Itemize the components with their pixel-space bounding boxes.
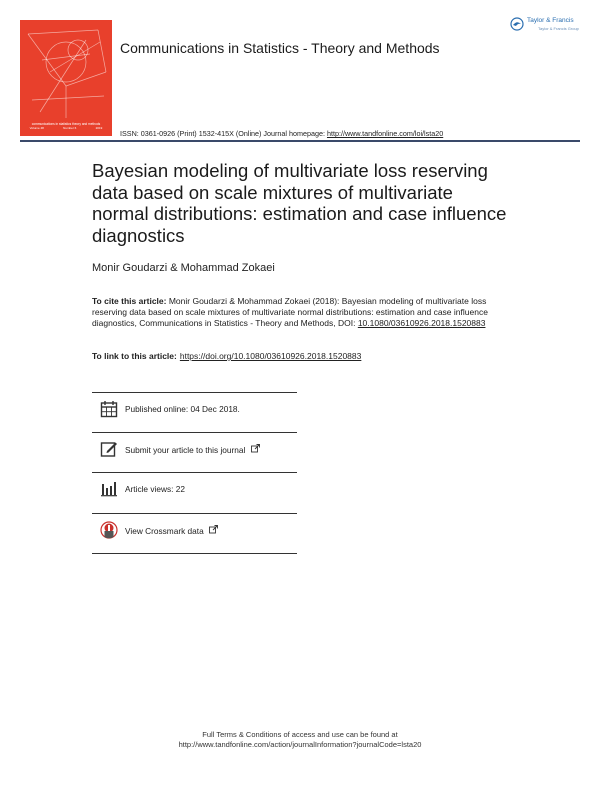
article-title: Bayesian modeling of multivariate loss reserving data based on scale mixtures of multivariate normal distributions: estimation and case influence diagnostics xyxy=(92,160,507,246)
external-link-icon xyxy=(251,444,260,453)
article-authors: Monir Goudarzi & Mohammad Zokaei xyxy=(92,262,275,274)
cover-volume: Volume 48 xyxy=(29,126,44,130)
doi-link[interactable]: https://doi.org/10.1080/03610926.2018.1520883 xyxy=(179,351,362,361)
cite-doi-link[interactable]: 10.1080/03610926.2018.1520883 xyxy=(357,318,486,328)
publisher-subtitle: Taylor & Francis Group xyxy=(538,26,579,31)
taylor-francis-logo-icon xyxy=(510,17,524,31)
crossmark-label[interactable] xyxy=(125,525,218,536)
terms-footer xyxy=(0,730,600,750)
citation-block xyxy=(92,296,512,329)
row-divider xyxy=(92,432,297,433)
publisher-name: Taylor & Francis xyxy=(527,17,574,24)
article-link-line xyxy=(92,351,361,361)
submit-article-label[interactable] xyxy=(125,444,260,455)
issn-line xyxy=(120,129,443,138)
terms-line: Full Terms & Conditions of access and use can be found at xyxy=(202,730,398,739)
calendar-icon xyxy=(100,400,118,418)
crossmark-row[interactable] xyxy=(100,521,300,545)
publisher-logo[interactable] xyxy=(510,16,584,36)
journal-homepage-link[interactable]: http://www.tandfonline.com/loi/lsta20 xyxy=(326,129,444,138)
link-label: To link to this article: xyxy=(92,351,177,361)
row-divider xyxy=(92,513,297,514)
cite-label: To cite this article: xyxy=(92,296,167,306)
crossmark-text[interactable]: View Crossmark data xyxy=(125,526,204,536)
row-divider xyxy=(92,392,297,393)
issn-text: ISSN: 0361-0926 (Print) 1532-415X (Online) Journal homepage: xyxy=(120,129,327,138)
article-views-label: Article views: 22 xyxy=(125,484,185,494)
cover-caption xyxy=(20,122,112,132)
journal-cover-graphic xyxy=(20,20,112,136)
cite-text: Monir Goudarzi & Mohammad Zokaei (2018): Bayesian modeling of multivariate loss reserving data based on scale mixtures of multivariate normal distributions: estimation and case influence diagnostics, Communications in Statistics - Theory and Methods, DOI: xyxy=(92,296,488,328)
published-online-row xyxy=(100,400,300,424)
article-views-row xyxy=(100,480,300,504)
crossmark-icon xyxy=(100,521,118,539)
submit-article-row[interactable] xyxy=(100,440,300,464)
journal-title[interactable]: Communications in Statistics - Theory and Methods xyxy=(120,40,440,56)
journal-cover-image xyxy=(20,20,112,136)
external-link-icon xyxy=(209,525,218,534)
edit-note-icon xyxy=(100,440,118,458)
journal-info-link[interactable]: http://www.tandfonline.com/action/journalInformation?journalCode=lsta20 xyxy=(178,740,422,749)
submit-article-text[interactable]: Submit your article to this journal xyxy=(125,445,246,455)
cover-year: 2019 xyxy=(95,126,103,130)
header-divider xyxy=(20,140,580,142)
cover-number: Number 6 xyxy=(63,126,77,130)
bar-chart-icon xyxy=(100,480,118,498)
cover-title: communications in statistics theory and methods xyxy=(31,122,101,126)
row-divider xyxy=(92,472,297,473)
published-online-label: Published online: 04 Dec 2018. xyxy=(125,404,240,414)
row-divider xyxy=(92,553,297,554)
